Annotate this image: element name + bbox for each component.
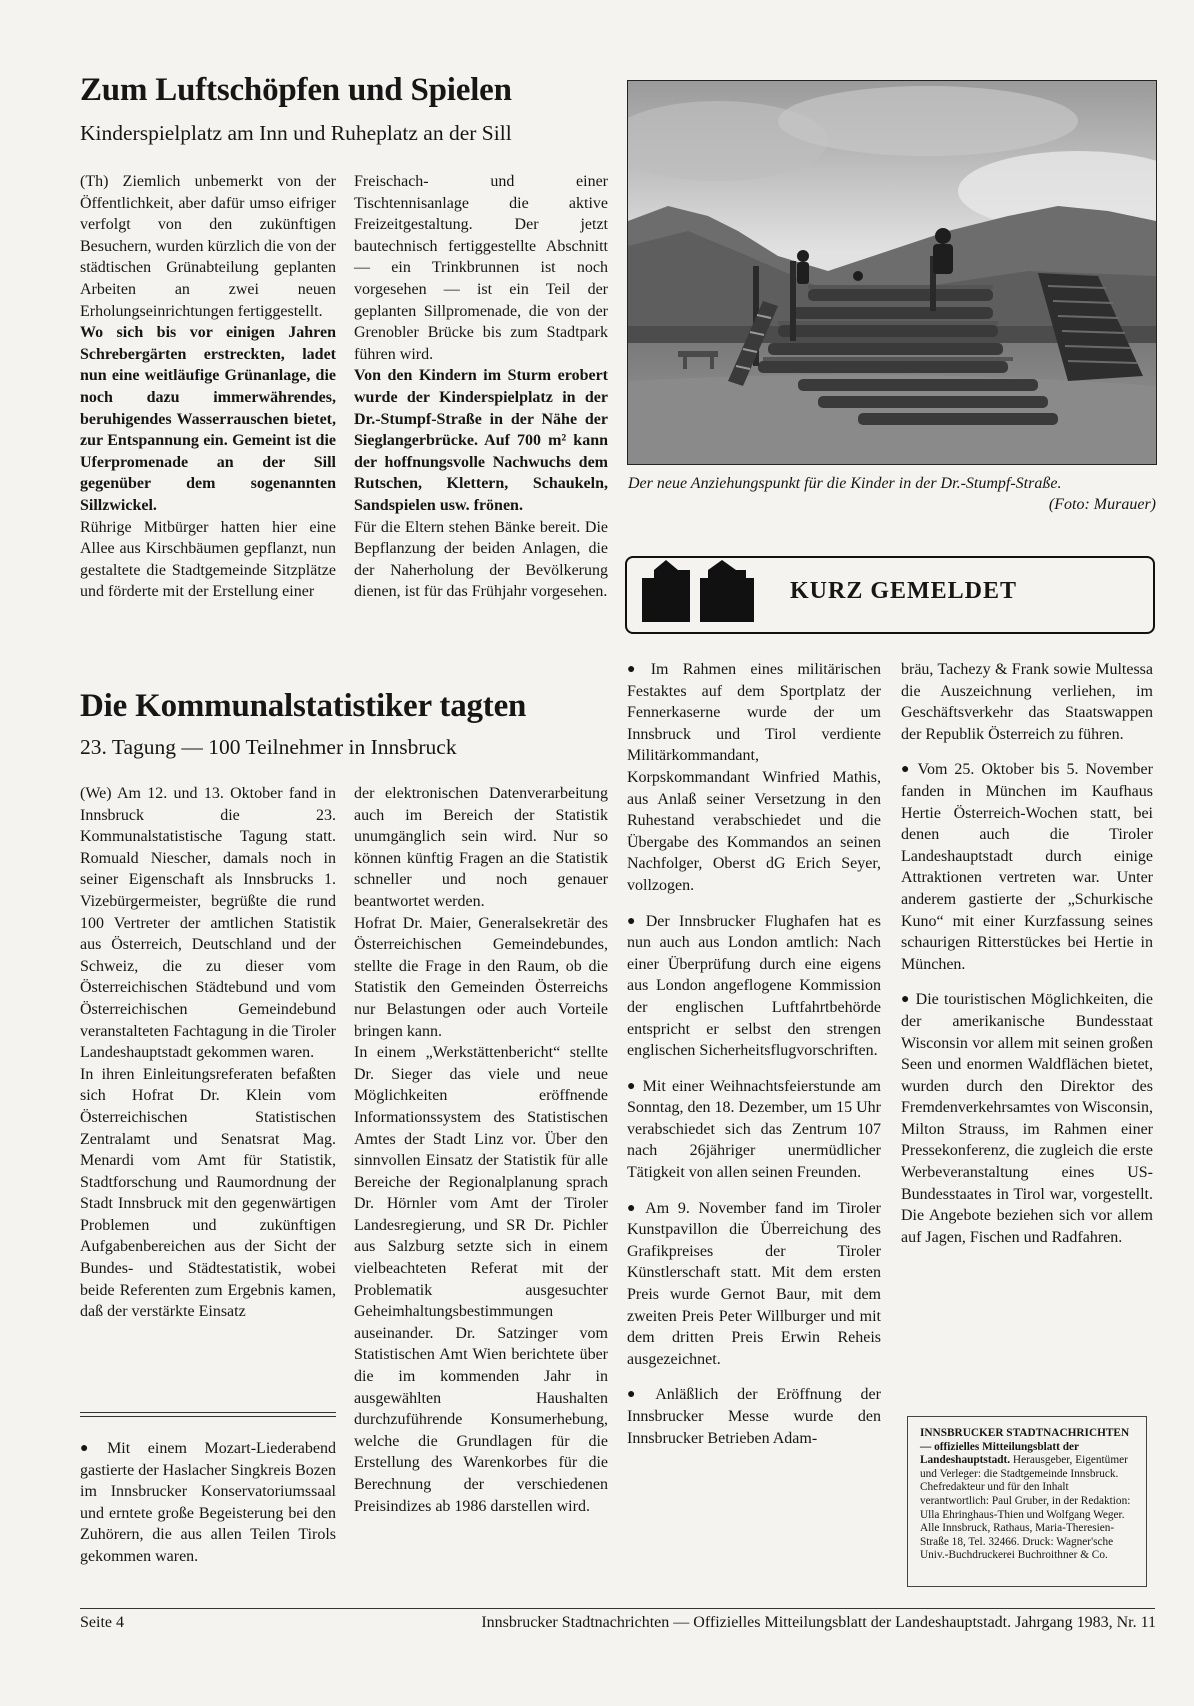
bullet-icon: ●: [627, 1200, 641, 1216]
rooftops-icon: [642, 560, 762, 626]
imprint-box: [907, 1416, 1147, 1587]
article1-col1-p1: (Th) Ziemlich unbemerkt von der Öffentlichkeit, aber dafür umso eifriger verfolgt von den zukünftigen Besuchern, wurden kürzlich die von der städtischen Grünabteilung geplanten Arbeiten an zwei neuen Erholungseinrichtungen fertiggestellt.: [80, 173, 336, 320]
kurz-item-6: ● Vom 25. Oktober bis 5. November fanden in München im Kaufhaus Hertie Österreich-Wochen statt, bei denen auch die Tiroler Landeshauptstadt durch einige Attraktionen vertreten war. Unter anderem gastierte der „Schurkische Kuno“ mit einer Kurzfassung seines schaurigen Ritterstückes bei Hertie in München.: [901, 761, 1153, 973]
bullet-icon: ●: [627, 1387, 651, 1403]
bullet-icon: ●: [901, 992, 911, 1008]
photo-caption: [628, 473, 1156, 494]
kurz-col2: [901, 659, 1153, 1248]
footer-rule: [80, 1608, 1155, 1609]
bullet-icon: ●: [80, 1441, 103, 1456]
footer-publication: Innsbrucker Stadtnachrichten — Offizielles Mitteilungsblatt der Landeshauptstadt. Jahrgang 1983, Nr. 11: [481, 1614, 1156, 1631]
article2-subtitle: 23. Tagung — 100 Teilnehmer in Innsbruck: [80, 735, 457, 759]
article1-col2-p3: Für die Eltern stehen Bänke bereit. Die Bepflanzung der beiden Anlagen, die der Naherholung der Bevölkerung dienen, ist für das Frühjahr vorgesehen.: [354, 518, 608, 601]
article2-col2-p1: der elektronischen Datenverarbeitung auch im Bereich der Statistik unumgänglich sein wird. Nur so können künftig Fragen an die Statistik schneller und noch genauer beantwortet werden.: [354, 785, 608, 910]
kurz-item-4: ● Am 9. November fand im Tiroler Kunstpavillon die Überreichung des Grafikpreises der Tiroler Künstlerschaft statt. Mit dem ersten Preis wurde Gernot Baur, mit dem zweiten Preis Peter Willburger und mit dem dritten Preis Erwin Reheis ausgezeichnet.: [627, 1199, 882, 1368]
imprint-title: INNSBRUCKER STADTNACHRICHTEN — offizielles Mitteilungsblatt der Landeshauptstadt.: [920, 1427, 1130, 1467]
article1-col1-p2: Wo sich bis vor einigen Jahren Schrebergärten erstreckten, ladet nun eine weitläufige Grünanlage, die noch dazu immerwährendes, beruhigendes Wasserrauschen bietet, zur Entspannung ein. Gemeint ist die Uferpromenade an der Sill gegenüber dem sogenannten Sillzwickel.: [80, 324, 336, 514]
article2-col2: [354, 783, 608, 1517]
kurz-item-5: ● Anläßlich der Eröffnung der Innsbrucker Messe wurde den Innsbrucker Betrieben Adam-: [627, 1386, 881, 1447]
mozart-item: [80, 1438, 336, 1568]
bullet-icon: ●: [627, 662, 646, 677]
article1-title: Zum Luftschöpfen und Spielen: [80, 72, 512, 108]
kurz-item-2: ● Der Innsbrucker Flughafen hat es nun auch aus London amtlich: Nach einer Überprüfung durch eine eigens aus London angeflogene Kommission der englischen Luftfahrtbehörde entspricht er selbst den strengen englischen Sicherheitsflugvorschriften.: [627, 912, 881, 1060]
kurz-item-5-cont: bräu, Tachezy & Frank sowie Multessa die Auszeichnung verliehen, im Geschäftsverkehr das Staatswappen der Republik Österreich zu führen.: [901, 661, 1153, 743]
article1-col2: [354, 171, 608, 603]
playground-illustration: [628, 81, 1156, 464]
article1-subtitle: Kinderspielplatz am Inn und Ruheplatz an der Sill: [80, 121, 512, 145]
photo-credit: (Foto: Murauer): [1048, 496, 1156, 513]
bullet-icon: ●: [627, 913, 641, 929]
article2-col2-p3: In einem „Werkstättenbericht“ stellte Dr. Sieger das viele und neue Möglichkeiten eröffnende Informationssystem des Statistischen Amtes der Stadt Linz vor. Über den sinnvollen Einsatz der Statistik für alle Bereiche der Regionalplanung sprach Dr. Hörnler vom Amt der Tiroler Landesregierung, und SR Dr. Pichler aus Salzburg setzte sich in einem vielbeachteten Referat mit der Problematik ausgesuchter Geheimhaltungsbestimmungen auseinander. Dr. Satzinger vom Statistischen Amt Wien berichtete über die im kommenden Jahr in ausgewählten Haushalten durchzuführende Konsumerhebung, welche die Grundlagen für die Erstellung des Warenkorbes für die Berechnung der verschiedenen Preisindizes ab 1986 darstellen wird.: [354, 1044, 608, 1515]
kurz-gemeldet-title: KURZ GEMELDET: [790, 578, 1018, 604]
photo-caption-text: Der neue Anziehungspunkt für die Kinder in der Dr.-Stumpf-Straße.: [628, 475, 1062, 492]
kurz-item-7: ● Die touristischen Möglichkeiten, die der amerikanische Bundesstaat Wisconsin vor allem mit seinen großen Seen und enormen Waldflächen bietet, wurden durch den Direktor des Fremdenverkehrsamtes von Wisconsin, Milton Strauss, im Rahmen einer Pressekonferenz, die zugleich die erste Werbeveranstaltung eines US-Bundesstaates in Tirol war, vorgestellt. Die Angebote beziehen sich vor allem auf Jagen, Fischen und Radfahren.: [901, 991, 1153, 1246]
article1-col2-p1: Freischach- und einer Tischtennisanlage die aktive Freizeitgestaltung. Der jetzt bautechnisch fertiggestellte Abschnitt — ein Trinkbrunnen ist noch vorgesehen — ist ein Teil der geplanten Sillpromenade, die von der Grenobler Brücke bis zum Stadtpark führen wird.: [354, 173, 608, 363]
bullet-icon: ●: [627, 1078, 638, 1094]
kurz-item-1: ● Im Rahmen eines militärischen Festaktes auf dem Sportplatz der Fennerkaserne wurde der um Innsbruck und Tirol verdiente Militärkommandant, Korpskommandant Winfried Mathis, aus Anlaß seiner Versetzung in den Ruhestand verabschiedet und die Übergabe des Kommandos an seinen Nachfolger, Oberst dG Erich Seyer, vollzogen.: [627, 661, 881, 894]
article1-col2-p2: Von den Kindern im Sturm erobert wurde der Kinderspielplatz in der Dr.-Stumpf-Straße in der Nähe der Sieglangerbrücke. Auf 700 m² kann der hoffnungsvolle Nachwuchs dem Rutschen, Klettern, Schaukeln, Sandspielen usw. frönen.: [354, 367, 608, 514]
article2-col2-p2: Hofrat Dr. Maier, Generalsekretär des Österreichischen Gemeindebundes, stellte die Frage in den Raum, ob die Statistik den Gemeinden Österreichs nur Belastungen oder auch Vorteile bringen kann.: [354, 914, 608, 1040]
article2-title: Die Kommunalstatistiker tagten: [80, 688, 527, 724]
section-divider: [80, 1412, 336, 1413]
mozart-item-text: ● Mit einem Mozart-Liederabend gastierte der Haslacher Singkreis Bozen im Innsbrucker Konservatoriumssaal und erntete große Begeisterung bei den Zuhörern, die aus allen Teilen Tirols gekommen waren.: [80, 1440, 336, 1565]
article1-col1-p3: Rührige Mitbürger hatten hier eine Allee aus Kirschbäumen gepflanzt, nun gestaltete die Stadtgemeinde Sitzplätze und förderte mit der Erstellung einer: [80, 518, 336, 601]
playground-photo: [627, 80, 1157, 465]
imprint-text: Herausgeber, Eigentümer und Verleger: die Stadtgemeinde Innsbruck. Chefredakteur und für den Inhalt verantwortlich: Paul Gruber, in der Redaktion: Ulla Ehringhaus-Thien und Wolfgang Weger. Alle Innsbruck, Rathaus, Maria-Theresien-Straße 18, Tel. 32466. Druck: Wagner'sche Univ.-Buchdruckerei Buchroithner & Co.: [920, 1454, 1131, 1562]
article1-col1: [80, 171, 336, 603]
footer-page-number: Seite 4: [80, 1614, 124, 1631]
article2-col1-p2: In ihren Einleitungsreferaten befaßten sich Hofrat Dr. Klein vom Österreichischen Statistischen Zentralamt und Senatsrat Mag. Menardi vom Amt für Statistik, Stadtforschung und Raumordnung der Stadt Innsbruck mit den gegenwärtigen Problemen und zukünftigen Aufgabenbereichen aus der Sicht der Bundes- und Städtestatistik, wobei beide Referenten zum Ergebnis kamen, daß der verstärkte Einsatz: [80, 1065, 336, 1321]
article2-col1-p1: (We) Am 12. und 13. Oktober fand in Innsbruck die 23. Kommunalstatistische Tagung statt. Romuald Niescher, damals noch in seiner Eigenschaft als Innsbrucks 1. Vizebürgermeister, begrüßte die rund 100 Vertreter der amtlichen Statistik aus Österreich, Deutschland und der Schweiz, die zu dieser vom Österreichischen Städtebund und vom Österreichischen Gemeindebund veranstalteten Fachtagung in die Tiroler Landeshauptstadt gekommen waren.: [80, 785, 336, 1062]
kurz-item-3: ● Mit einer Weihnachtsfeierstunde am Sonntag, den 18. Dezember, um 15 Uhr verabschiedet sich das Zentrum 107 nach 26jähriger unermüdlicher Tätigkeit von allen seinen Freunden.: [627, 1077, 881, 1182]
bullet-icon: ●: [901, 762, 913, 778]
section-divider-2: [80, 1416, 336, 1417]
kurz-col1: [627, 659, 881, 1449]
article2-col1: [80, 783, 336, 1323]
